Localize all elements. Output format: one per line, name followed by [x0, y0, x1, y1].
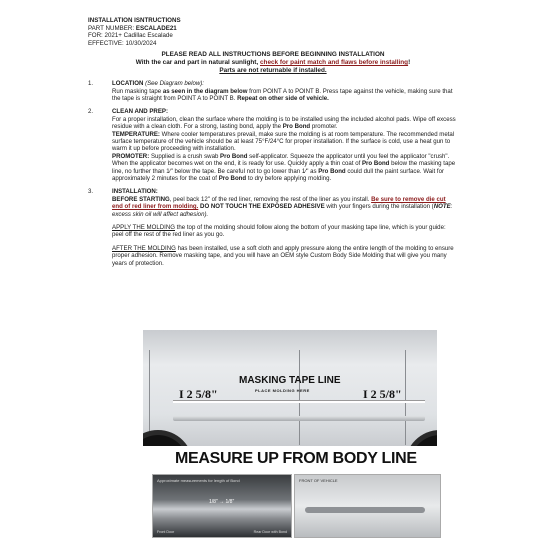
- promoter-text: PROMOTER: Supplied is a crush swab Pro Bond self-applicator. Squeeze the applicator until you feel the applicator "crush". When the applicator becomes wet on the end, it is ready for use. Quickly apply a thin coat of Pro Bond below the masking tape line, no further than 1⁄" below the tape. Be careful not to go lower than 1⁄" as Pro Bond could dull the paint surface. Wait for approximately 2 minutes for the coat of Pro Bond to dry before applying molding.: [112, 152, 456, 183]
- effective-date: EFFECTIVE: 10/30/2024: [88, 39, 157, 47]
- detail-right-label: Rear Door with Bond: [253, 530, 287, 534]
- before-starting-text: BEFORE STARTING, peel back 12" of the red liner, removing the rest of the liner as you install. Be sure to remove die cut end of red liner from molding. DO NOT TOUCH THE EXPOSED ADHESIVE with your fingers during the installation (NOTE: excess skin oil will affect adhesion).: [112, 195, 453, 218]
- tape-sublabel: PLACE MOLDING HERE: [255, 388, 310, 393]
- temperature-text: TEMPERATURE: Where cooler temperatures prevail, make sure the molding is at room temperature. The recommended metal surface temperature of the vehicle should be at least 75°F/24°C for proper installation. If the surface is cold, use a heat gun to warm it up before proceeding with installation.: [112, 130, 455, 153]
- important-notice: [88, 51, 458, 74]
- notice-line-1: PLEASE READ ALL INSTRUCTIONS BEFORE BEGINNING INSTALLATION: [161, 51, 385, 59]
- measurement-right: I 2 5/8": [363, 387, 402, 401]
- section-title: INSTALLATION:: [112, 188, 158, 196]
- section-number: 3.: [88, 188, 94, 196]
- notice-line-2: With the car and part in natural sunlight, check for paint match and flaws before installing!: [135, 58, 411, 66]
- section-location: 1. LOCATION (See Diagram below): Run masking tape as seen in the diagram below from POINT A to POINT B. Press tape against the vehicle, making sure that the tape is straight from POINT A to POINT B. Repeat on other side of vehicle.: [88, 80, 458, 102]
- vehicle-diagram: [143, 330, 437, 470]
- molding-closeup: [305, 507, 425, 513]
- gap-measurement: 1/8" → 1/8": [209, 499, 235, 505]
- detail-left-label: Front Door: [157, 530, 175, 534]
- measure-up-caption: MEASURE UP FROM BODY LINE: [175, 450, 417, 467]
- body-side-molding: [173, 416, 425, 421]
- document-header: [88, 17, 458, 47]
- section-text: For a proper installation, clean the surface where the molding is to be installed using the included alcohol pads. Wipe off excess residue with a clean cloth. For a strong, lasting bond, apply the Pro Bond promoter.: [112, 115, 456, 131]
- detail-caption: FRONT OF VEHICLE: [299, 478, 338, 483]
- measurement-left: I 2 5/8": [179, 387, 218, 401]
- section-title: CLEAN AND PREP:: [112, 108, 168, 116]
- apply-molding-text: APPLY THE MOLDING the top of the molding should follow along the bottom of your masking tape line, which is your guide: peel off the rest of the red liner as you go.: [112, 224, 446, 239]
- door-seam: [299, 350, 300, 445]
- part-number: ESCALADE21: [135, 24, 177, 32]
- section-number: 2.: [88, 108, 94, 116]
- instruction-sheet: [88, 17, 458, 267]
- tape-label: MASKING TAPE LINE: [239, 375, 341, 386]
- section-clean-prep: [88, 108, 458, 182]
- section-number: 1.: [88, 80, 94, 88]
- section-title: LOCATION: [112, 80, 144, 88]
- detail-caption: Approximate measurements for length of Bond: [157, 478, 240, 483]
- notice-line-3: Parts are not returnable if installed.: [219, 66, 327, 74]
- part-label: PART NUMBER:: [88, 24, 135, 32]
- section-installation: [88, 188, 458, 267]
- detail-photo-front: [294, 474, 441, 538]
- section-text: Run masking tape as seen in the diagram below from POINT A to POINT B. Press tape against the vehicle, making sure that the tape is straight from POINT A to POINT B. Repeat on other side of vehicle.: [112, 87, 453, 102]
- detail-photo-gap: [152, 474, 292, 538]
- after-molding-text: AFTER THE MOLDING has been installed, use a soft cloth and apply pressure along the entire length of the molding to ensure proper adhesion. Remove masking tape, and you will have an OEM style Custom Body Side Molding that will give you many years of protection.: [112, 244, 454, 267]
- door-seam: [405, 350, 406, 445]
- vehicle-fitment: FOR: 2021+ Cadillac Escalade: [88, 32, 173, 40]
- doc-title: INSTALLATION ISNTRUCTIONS: [88, 17, 181, 24]
- diagram-footer: [143, 446, 437, 470]
